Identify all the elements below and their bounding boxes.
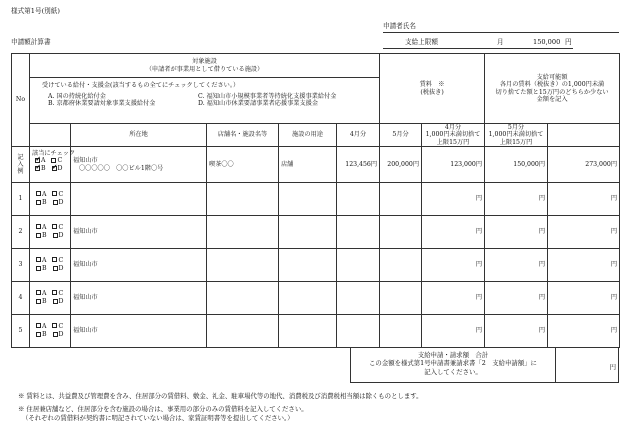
rent-sub: (税抜き) xyxy=(420,88,444,96)
row-store-input[interactable] xyxy=(207,282,279,315)
row-checkboxes xyxy=(30,282,71,315)
checkbox-a[interactable] xyxy=(36,290,41,295)
row-rent-may-input[interactable] xyxy=(380,282,422,315)
example-label-3: 例 xyxy=(17,168,24,176)
row-checkboxes xyxy=(30,315,71,348)
cb-label-b: B xyxy=(42,265,47,272)
summary-box xyxy=(350,348,619,383)
limit-month: 月 xyxy=(497,38,504,46)
checkbox-c[interactable] xyxy=(52,191,57,196)
rent-header xyxy=(380,54,485,124)
checkbox-c[interactable] xyxy=(52,257,57,262)
elig-may-header xyxy=(485,124,548,147)
limit-unit: 円 xyxy=(565,38,572,46)
target-title-1: 対象施設 xyxy=(192,58,217,66)
table-row xyxy=(12,315,620,348)
row-apply-yen[interactable]: 円 xyxy=(548,183,620,216)
row-rent-april-input[interactable] xyxy=(337,315,380,348)
no-header: No xyxy=(12,54,30,147)
row-rent-april-input[interactable] xyxy=(337,183,380,216)
cb-label-d: D xyxy=(58,298,64,305)
rent-april-header: 4月分 xyxy=(337,124,380,147)
cb-label-b: B xyxy=(41,165,46,173)
row-elig-april-yen[interactable]: 円 xyxy=(422,249,485,282)
example-checkbox-b[interactable] xyxy=(35,166,40,171)
cb-label-d: D xyxy=(57,165,63,173)
row-elig-april-yen[interactable]: 円 xyxy=(422,216,485,249)
row-number: 4 xyxy=(12,282,30,315)
row-elig-may-yen[interactable]: 円 xyxy=(485,216,548,249)
checkbox-b[interactable] xyxy=(36,266,41,271)
elig-april-header xyxy=(422,124,485,147)
cb-label-d: D xyxy=(58,232,64,239)
row-checkboxes xyxy=(30,216,71,249)
cb-label-a: A xyxy=(42,223,47,231)
cb-label-a: A xyxy=(42,322,47,330)
row-number: 2 xyxy=(12,216,30,249)
row-usage-input[interactable] xyxy=(279,216,337,249)
target-title xyxy=(30,54,380,78)
checkbox-a[interactable] xyxy=(36,257,41,262)
benefit-a: A. 国の持続化給付金 xyxy=(48,93,106,101)
checkbox-col-header xyxy=(30,124,71,147)
benefit-d: D. 福知山市休業要請事業者応援事業支援金 xyxy=(198,100,319,108)
row-rent-may-input[interactable] xyxy=(380,249,422,282)
row-location[interactable] xyxy=(71,183,207,216)
row-number: 1 xyxy=(12,183,30,216)
cb-label-c: C xyxy=(58,223,64,231)
summary-line-2: この金額を様式第1号申請書兼請求書「2 支給申請額」に xyxy=(369,359,537,368)
rent-title: 賃料 ※ xyxy=(419,81,445,89)
eligible-title: 支給可能額 xyxy=(536,74,568,82)
limit-value: 150,000 xyxy=(533,38,561,46)
store-name-header: 店舗名・施設名等 xyxy=(207,124,279,147)
row-usage-input[interactable] xyxy=(279,183,337,216)
cb-label-a: A xyxy=(41,157,46,165)
rent-may-header: 5月分 xyxy=(380,124,422,147)
eligible-desc-3: 金額を記入 xyxy=(536,95,568,103)
row-rent-april-input[interactable] xyxy=(337,216,380,249)
example-elig-april: 123,000円 xyxy=(422,147,485,183)
elig-april-3: 上限15万円 xyxy=(436,138,470,146)
example-apply: 273,000円 xyxy=(548,147,620,183)
applicant-label: 申請者氏名 xyxy=(383,22,416,30)
row-rent-april-input[interactable] xyxy=(337,249,380,282)
target-title-2: （申請者が事業用として借りている施設） xyxy=(145,65,264,73)
example-label-2: 入 xyxy=(17,160,24,168)
row-elig-april-yen[interactable]: 円 xyxy=(422,282,485,315)
benefit-b: B. 京都府休業要請対象事業支援給付金 xyxy=(48,100,156,108)
example-checkbox-a[interactable] xyxy=(35,158,40,163)
cb-label-c: C xyxy=(58,256,64,264)
table-row xyxy=(12,249,620,282)
row-number: 5 xyxy=(12,315,30,348)
row-apply-yen[interactable]: 円 xyxy=(548,282,620,315)
example-checkbox-d[interactable] xyxy=(52,166,57,171)
cb-label-c: C xyxy=(57,157,63,165)
checkbox-d[interactable] xyxy=(53,200,58,205)
row-elig-april-yen[interactable]: 円 xyxy=(422,183,485,216)
checkbox-b[interactable] xyxy=(36,200,41,205)
form-number: 様式第1号(別紙) xyxy=(11,7,60,15)
example-rent-may: 200,000円 xyxy=(380,147,422,183)
application-table xyxy=(11,53,620,348)
table-row xyxy=(12,282,620,315)
elig-may-3: 上限15万円 xyxy=(499,138,533,146)
checkbox-b[interactable] xyxy=(36,233,41,238)
example-checkbox-c[interactable] xyxy=(51,158,56,163)
cb-label-b: B xyxy=(42,298,47,305)
cb-label-a: A xyxy=(42,256,47,264)
checkbox-b[interactable] xyxy=(36,332,41,337)
row-rent-may-input[interactable] xyxy=(380,216,422,249)
cb-label-a: A xyxy=(42,190,47,198)
row-apply-yen[interactable]: 円 xyxy=(548,216,620,249)
example-address: 〇〇〇〇〇 〇〇ビル1階〇号 xyxy=(79,164,164,172)
cb-label-b: B xyxy=(42,232,47,239)
row-apply-yen[interactable]: 円 xyxy=(548,249,620,282)
example-usage: 店舗 xyxy=(279,147,337,183)
example-store: 喫茶〇〇 xyxy=(207,147,279,183)
limit-line xyxy=(383,39,573,49)
location-header: 所在地 xyxy=(71,124,207,147)
checkbox-c[interactable] xyxy=(52,224,57,229)
row-elig-may-yen[interactable]: 円 xyxy=(485,183,548,216)
checkbox-b[interactable] xyxy=(36,299,41,304)
row-location[interactable]: 福知山市 xyxy=(71,282,207,315)
checkbox-c[interactable] xyxy=(52,323,57,328)
cb-label-a: A xyxy=(42,289,47,297)
eligible-desc-2: 切り捨てた額と15万円のどちらか少ない xyxy=(495,88,609,96)
row-location[interactable]: 福知山市 xyxy=(71,216,207,249)
example-checkboxes xyxy=(30,147,76,183)
row-rent-may-input[interactable] xyxy=(380,315,422,348)
checkbox-d[interactable] xyxy=(53,299,58,304)
example-label-1: 記 xyxy=(17,153,24,161)
example-check-note: 該当にチェック xyxy=(32,150,76,157)
summary-text xyxy=(351,348,556,383)
row-store-input[interactable] xyxy=(207,315,279,348)
eligible-header xyxy=(485,54,620,124)
example-rent-april: 123,456円 xyxy=(337,147,380,183)
row-checkboxes xyxy=(30,249,71,282)
benefit-intro: 受けている給付・支援金(該当するもの全てにチェックしてください。） xyxy=(42,82,240,89)
row-checkboxes xyxy=(30,183,71,216)
limit-label: 支給上限額 xyxy=(405,38,438,46)
row-elig-april-yen[interactable]: 円 xyxy=(422,315,485,348)
cb-label-d: D xyxy=(58,331,64,338)
example-row xyxy=(12,147,620,183)
usage-header: 施設の用途 xyxy=(279,124,337,147)
row-location[interactable]: 福知山市 xyxy=(71,315,207,348)
eligible-desc-1: 各月の賃料（税抜き）の1,000円未満 xyxy=(499,81,605,89)
example-city: 福知山市 xyxy=(73,157,98,165)
row-location[interactable]: 福知山市 xyxy=(71,249,207,282)
summary-line-3: 記入してください。 xyxy=(424,367,482,376)
example-elig-may: 150,000円 xyxy=(485,147,548,183)
example-label xyxy=(12,147,30,183)
row-elig-may-yen[interactable]: 円 xyxy=(485,249,548,282)
footnote-contract: （それぞれの賃借料が契約書に明記されていない場合は、家賃証明書等を提出してください。） xyxy=(22,414,294,422)
footnote-rent: ※ 賃料とは、共益費及び管理費を含み、住居部分の賃借料、敷金、礼金、駐車場代等の地代、消費税及び消費税相当額は除くものとします。 xyxy=(18,392,423,400)
example-location xyxy=(71,147,207,183)
cb-label-c: C xyxy=(58,190,64,198)
row-elig-may-yen[interactable]: 円 xyxy=(485,282,548,315)
row-elig-may-yen[interactable]: 円 xyxy=(485,315,548,348)
cb-label-c: C xyxy=(58,289,64,297)
applicant-name-line[interactable] xyxy=(383,32,619,33)
checkbox-d[interactable] xyxy=(53,332,58,337)
table-row xyxy=(12,183,620,216)
elig-may-1: 5月分 xyxy=(507,124,525,132)
row-usage-input[interactable] xyxy=(279,315,337,348)
row-usage-input[interactable] xyxy=(279,282,337,315)
row-rent-may-input[interactable] xyxy=(380,183,422,216)
table-row xyxy=(12,216,620,249)
benefit-box xyxy=(30,78,380,124)
summary-total-yen[interactable]: 円 xyxy=(609,363,616,371)
cb-label-b: B xyxy=(42,199,47,206)
checkbox-d[interactable] xyxy=(53,266,58,271)
checkbox-a[interactable] xyxy=(36,224,41,229)
row-store-input[interactable] xyxy=(207,249,279,282)
row-usage-input[interactable] xyxy=(279,249,337,282)
row-apply-yen[interactable]: 円 xyxy=(548,315,620,348)
cb-label-b: B xyxy=(42,331,47,338)
checkbox-a[interactable] xyxy=(36,191,41,196)
elig-may-2: 1,000円未満切捨て xyxy=(488,131,544,139)
row-store-input[interactable] xyxy=(207,183,279,216)
footnote-residence: ※ 住居兼店舗など、住居部分を含む施設の場合は、事業用の部分のみの賃借料を記入してください。 xyxy=(18,405,308,413)
checkbox-d[interactable] xyxy=(53,233,58,238)
benefit-c: C. 福知山市小規模事業者等持続化支援事業給付金 xyxy=(198,93,337,101)
summary-line-1: 支給申請・請求額 合計 xyxy=(417,351,489,359)
row-rent-april-input[interactable] xyxy=(337,282,380,315)
cb-label-c: C xyxy=(58,322,64,330)
checkbox-c[interactable] xyxy=(52,290,57,295)
checkbox-a[interactable] xyxy=(36,323,41,328)
row-store-input[interactable] xyxy=(207,216,279,249)
elig-april-2: 1,000円未満切捨て xyxy=(425,131,481,139)
cb-label-d: D xyxy=(58,199,64,206)
cb-label-d: D xyxy=(58,265,64,272)
elig-april-1: 4月分 xyxy=(444,124,462,132)
row-number: 3 xyxy=(12,249,30,282)
calc-title: 申請額計算書 xyxy=(11,38,51,46)
